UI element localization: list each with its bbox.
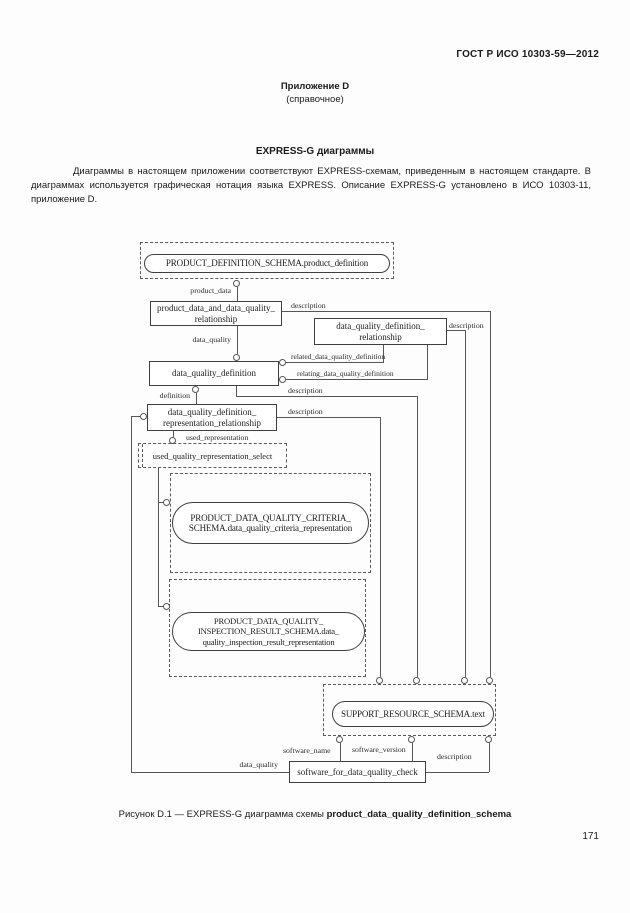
- schema-ref-criteria: [172, 502, 369, 544]
- line-description-dqdr-h: [447, 330, 465, 331]
- line-description-dqd-v1: [236, 386, 237, 396]
- relation-end-circle: [140, 413, 147, 420]
- relation-end-circle: [376, 677, 383, 684]
- entity-software-for-data-quality-check: [289, 761, 426, 783]
- relation-end-circle: [461, 677, 468, 684]
- line-description-sw-v: [489, 743, 490, 772]
- attr-label-software-version: software_version: [352, 745, 406, 754]
- attr-label-used-representation: used_representation: [186, 433, 249, 442]
- attr-label-product-data: product_data: [190, 286, 231, 295]
- relation-end-circle: [486, 677, 493, 684]
- line-software-version: [412, 743, 413, 761]
- entity-name-line: data_quality_definition_: [167, 406, 257, 417]
- line-select-branch-v: [158, 468, 159, 607]
- line-description-rep-h: [277, 417, 380, 418]
- line-related-h: [286, 362, 383, 363]
- attr-label-data-quality: data_quality: [239, 760, 278, 769]
- intro-paragraph: Диаграммы в настоящем приложении соответствуют EXPRESS-схемам, приведенным в настоящем стандарте. В диаграммах используется графическая нотация языка EXPRESS. Описание EXPRESS-G установлено в ИСО 10303-11, приложение D.: [31, 166, 591, 205]
- relation-end-circle: [279, 359, 286, 366]
- entity-name-line: software_for_data_quality_check: [297, 766, 418, 777]
- attr-label-relating: relating_data_quality_definition: [297, 369, 394, 378]
- line-relating-h: [286, 379, 427, 380]
- schema-ref-text: SUPPORT_RESOURCE_SCHEMA.text: [340, 708, 486, 719]
- entity-data-quality-definition: [149, 361, 279, 386]
- relation-end-circle: [163, 499, 170, 506]
- line-sw-data-quality-v: [131, 416, 132, 772]
- line-description-dqdr-v: [465, 330, 466, 677]
- schema-ref-support-resource: [332, 701, 494, 727]
- entity-name-line: data_quality_definition_: [336, 320, 425, 331]
- schema-ref-text: PRODUCT_DATA_QUALITY_CRITERIA_: [190, 512, 351, 523]
- schema-ref-product-definition: [144, 254, 390, 273]
- schema-ref-text: SCHEMA.data_quality_criteria_representation: [188, 523, 353, 533]
- entity-product-data-and-data-quality-relationship: [150, 301, 282, 326]
- page-number: 171: [582, 831, 599, 842]
- entity-name-line: representation_relationship: [163, 417, 261, 428]
- attr-label-data-quality: data_quality: [192, 335, 231, 344]
- line-description-pdr-h: [282, 311, 490, 312]
- line-data-quality: [237, 326, 238, 354]
- line-sw-data-quality-h2: [131, 772, 289, 773]
- attr-label-description: description: [437, 752, 472, 761]
- relation-end-circle: [336, 736, 343, 743]
- entity-name-line: relationship: [194, 313, 238, 324]
- relation-end-circle: [233, 354, 240, 361]
- attr-label-description: description: [291, 301, 326, 310]
- figure-caption-schema-name: product_data_quality_definition_schema: [326, 809, 512, 820]
- line-description-pdr-v: [490, 311, 491, 677]
- attr-label-description: description: [288, 386, 323, 395]
- line-description-sw-h: [426, 772, 489, 773]
- attr-label-definition: definition: [159, 391, 190, 400]
- relation-end-circle: [192, 386, 199, 393]
- relation-end-circle: [408, 736, 415, 743]
- entity-dqd-representation-relationship: [147, 404, 277, 431]
- annex-title: Приложение D: [280, 81, 350, 92]
- line-software-name: [340, 743, 341, 761]
- schema-ref-text: PRODUCT_DEFINITION_SCHEMA.product_definition: [165, 258, 369, 269]
- entity-name-line: relationship: [359, 331, 402, 342]
- figure-caption: [0, 809, 630, 820]
- line-relating-v: [427, 345, 428, 380]
- select-type-used-quality-representation-select: [138, 443, 287, 468]
- figure-caption-text: Рисунок D.1 — EXPRESS-G диаграмма схемы: [118, 809, 327, 820]
- line-description-dqd-h: [236, 396, 417, 397]
- entity-name-line: product_data_and_data_quality_: [157, 302, 275, 313]
- entity-data-quality-definition-relationship: [314, 318, 447, 345]
- select-type-double-edge: [142, 444, 143, 467]
- entity-name-line: data_quality_definition: [172, 368, 256, 378]
- schema-ref-text: PRODUCT_DATA_QUALITY_: [213, 615, 324, 626]
- schema-ref-text: INSPECTION_RESULT_SCHEMA.data_: [198, 626, 339, 637]
- relation-end-circle: [233, 280, 240, 287]
- line-product-data: [237, 287, 238, 301]
- section-title: EXPRESS-G диаграммы: [255, 146, 375, 157]
- relation-end-circle: [413, 677, 420, 684]
- relation-end-circle: [279, 376, 286, 383]
- line-definition: [196, 393, 197, 404]
- annex-subtitle: (справочное): [286, 94, 344, 105]
- line-description-rep-v: [380, 417, 381, 677]
- schema-ref-inspection-result: [172, 612, 365, 651]
- attr-label-description: description: [449, 321, 484, 330]
- schema-ref-text: quality_inspection_result_representation: [202, 636, 335, 647]
- attr-label-description: description: [288, 407, 323, 416]
- line-sw-data-quality-h1: [131, 416, 140, 417]
- relation-end-circle: [485, 736, 492, 743]
- attr-label-related: related_data_quality_definition: [291, 352, 386, 361]
- standard-number-header: ГОСТ Р ИСО 10303-59—2012: [456, 49, 599, 60]
- attr-label-software-name: software_name: [283, 746, 331, 755]
- select-type-name: used_quality_representation_select: [152, 450, 273, 461]
- line-description-dqd-v2: [417, 396, 418, 677]
